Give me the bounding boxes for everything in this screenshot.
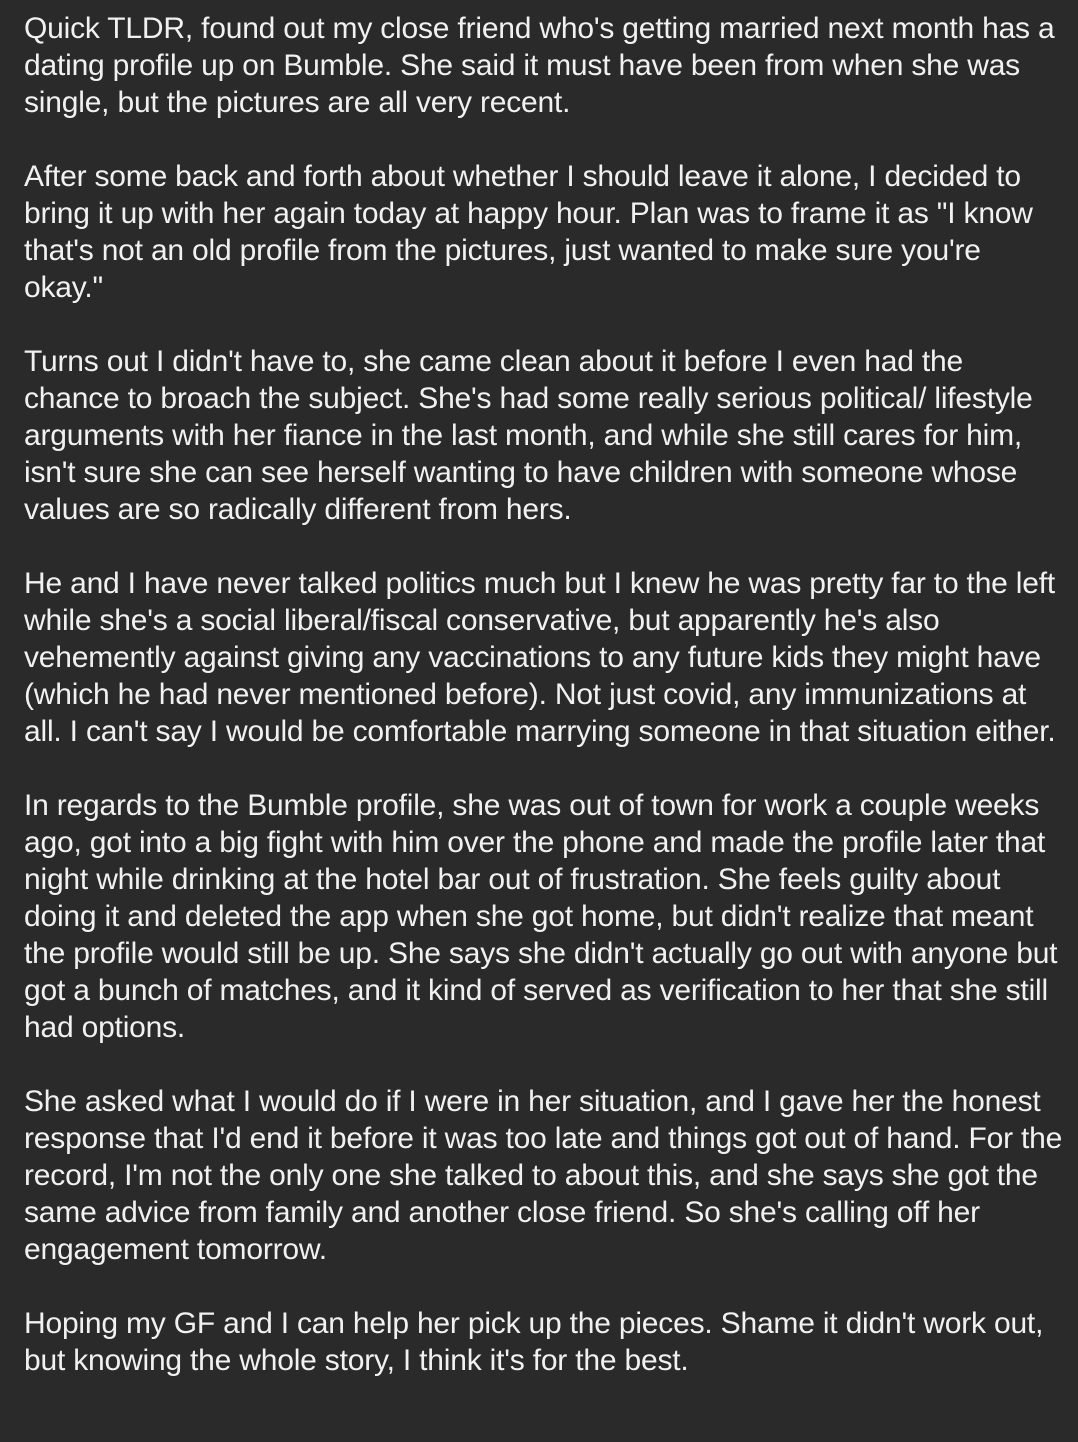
post-paragraph: Quick TLDR, found out my close friend who's getting married next month has a dating profile up on Bumble. She said it must have been from when she was single, but the pictures are all very recent. <box>24 12 1055 119</box>
post-paragraph: He and I have never talked politics much but I knew he was pretty far to the left while she's a social liberal/fiscal conservative, but apparently he's also vehemently against giving any vaccinations to any future kids they might have (which he had never mentioned before). Not just covid, any immunizations at all. I can't say I would be comfortable marrying someone in that situation either. <box>24 567 1056 748</box>
post-paragraph: She asked what I would do if I were in her situation, and I gave her the honest response that I'd end it before it was too late and things got out of hand. For the record, I'm not the only one she talked to about this, and she says she got the same advice from family and another close friend. So she's calling off her engagement tomorrow. <box>24 1085 1063 1266</box>
post-body <box>24 10 1064 1379</box>
post-paragraph: In regards to the Bumble profile, she was out of town for work a couple weeks ago, got into a big fight with him over the phone and made the profile later that night while drinking at the hotel bar out of frustration. She feels guilty about doing it and deleted the app when she got home, but didn't realize that meant the profile would still be up. She says she didn't actually go out with anyone but got a bunch of matches, and it kind of served as verification to her that she still had options. <box>24 789 1058 1044</box>
post-paragraph: Turns out I didn't have to, she came clean about it before I even had the chance to broach the subject. She's had some really serious political/ lifestyle arguments with her fiance in the last month, and while she still cares for him, isn't sure she can see herself wanting to have children with someone whose values are so radically different from hers. <box>24 345 1033 526</box>
post-paragraph: After some back and forth about whether I should leave it alone, I decided to bring it up with her again today at happy hour. Plan was to frame it as "I know that's not an old profile from the pictures, just wanted to make sure you're okay." <box>24 160 1033 304</box>
post-paragraph: Hoping my GF and I can help her pick up the pieces. Shame it didn't work out, but knowing the whole story, I think it's for the best. <box>24 1307 1044 1377</box>
